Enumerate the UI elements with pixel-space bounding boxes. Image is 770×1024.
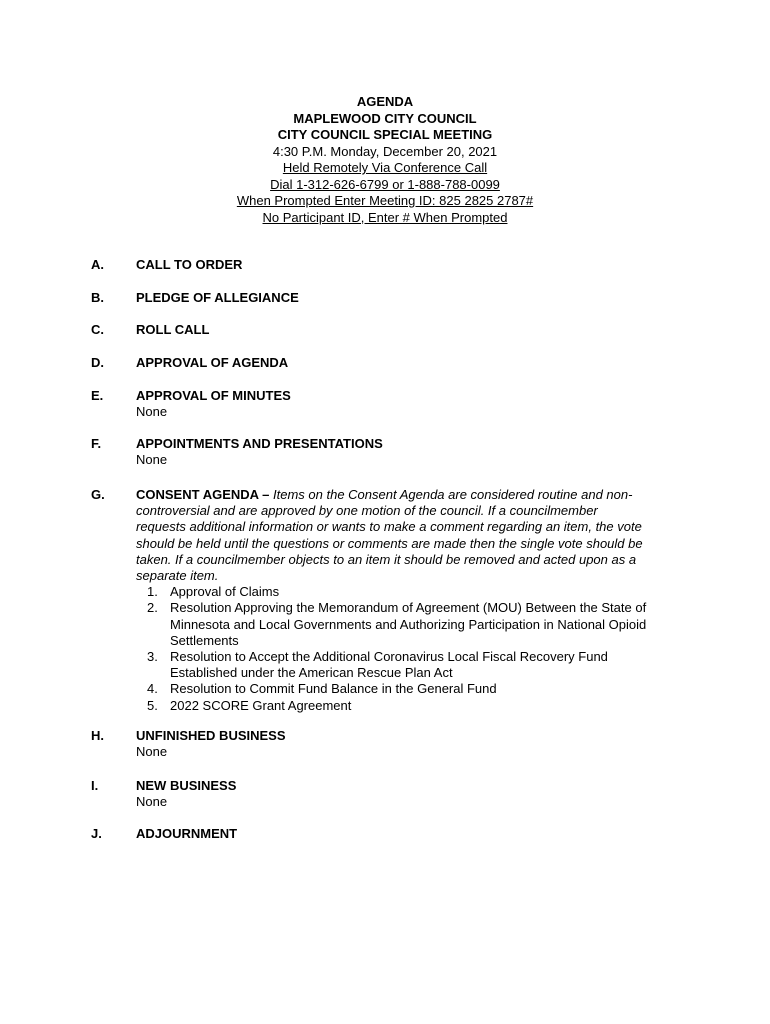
list-item-number: 4.: [147, 681, 158, 697]
list-item-text: Resolution to Commit Fund Balance in the General Fund: [170, 681, 497, 697]
list-item-number: 5.: [147, 697, 158, 713]
list-item-text: 2022 SCORE Grant Agreement: [170, 697, 352, 713]
item-title: ROLL CALL: [136, 322, 210, 337]
consent-description-line: requests additional information or wants to make a comment regarding an item, the vote: [136, 519, 642, 535]
item-detail: None: [136, 744, 168, 760]
consent-description-line: controversial and are approved by one motion of the council. If a councilmember: [136, 503, 598, 519]
item-title: CALL TO ORDER: [136, 257, 243, 272]
item-title: APPROVAL OF MINUTES: [136, 388, 291, 403]
list-item-text: Minnesota and Local Governments and Authorizing Participation in National Opioid: [170, 616, 647, 632]
item-title: APPROVAL OF AGENDA: [136, 355, 289, 370]
item-title: APPOINTMENTS AND PRESENTATIONS: [136, 436, 383, 451]
item-title: ADJOURNMENT: [136, 826, 238, 841]
item-detail: None: [136, 404, 168, 420]
consent-list-item: [147, 649, 686, 681]
list-item-number: 1.: [147, 584, 158, 600]
item-letter: E.: [91, 388, 104, 403]
item-letter: D.: [91, 355, 104, 370]
header-agenda-title: AGENDA: [356, 94, 414, 109]
item-letter: J.: [91, 826, 102, 841]
list-item-number: 3.: [147, 649, 158, 665]
agenda-header: [0, 94, 770, 226]
item-title: NEW BUSINESS: [136, 778, 237, 793]
item-title: PLEDGE OF ALLEGIANCE: [136, 290, 299, 305]
header-meeting-id: When Prompted Enter Meeting ID: 825 2825 2787#: [236, 193, 534, 208]
item-detail: None: [136, 452, 168, 468]
list-item-number: 2.: [147, 600, 158, 616]
item-letter: I.: [91, 778, 99, 793]
consent-items-list: [136, 584, 686, 714]
consent-description-line: taken. If a councilmember objects to an item it should be removed and acted upon as a: [136, 551, 637, 567]
item-letter: B.: [91, 290, 104, 305]
consent-description-line: should be held until the questions or comments are made then the single vote should be: [136, 535, 643, 551]
list-item-text: Established under the American Rescue Plan Act: [170, 665, 453, 681]
item-letter: C.: [91, 322, 104, 337]
consent-description-line: separate item.: [136, 568, 219, 584]
consent-description-line: Items on the Consent Agenda are considered routine and non-: [273, 487, 633, 502]
header-meeting-type: CITY COUNCIL SPECIAL MEETING: [277, 127, 493, 142]
header-remote-note: Held Remotely Via Conference Call: [282, 160, 488, 175]
list-item-text: Resolution Approving the Memorandum of Agreement (MOU) Between the State of: [170, 600, 647, 616]
header-meeting-datetime: 4:30 P.M. Monday, December 20, 2021: [272, 143, 498, 159]
header-council-name: MAPLEWOOD CITY COUNCIL: [293, 110, 477, 126]
list-item-text: Resolution to Accept the Additional Coronavirus Local Fiscal Recovery Fund: [170, 649, 608, 665]
consent-list-item: [147, 681, 686, 697]
list-item-text: Settlements: [170, 632, 239, 648]
list-item-text: Approval of Claims: [170, 584, 280, 600]
consent-list-item: [147, 600, 686, 649]
item-letter: F.: [91, 436, 102, 451]
consent-list-item: [147, 697, 686, 714]
item-title: CONSENT AGENDA –: [136, 487, 270, 502]
item-detail: None: [136, 794, 168, 810]
item-letter: A.: [91, 257, 104, 272]
consent-list-item: [147, 584, 686, 600]
header-dial-numbers: Dial 1-312-626-6799 or 1-888-788-0099: [270, 176, 500, 192]
item-letter: G.: [91, 487, 105, 502]
item-title: UNFINISHED BUSINESS: [136, 728, 286, 743]
header-participant-note: No Participant ID, Enter # When Prompted: [262, 209, 508, 225]
item-letter: H.: [91, 728, 104, 743]
